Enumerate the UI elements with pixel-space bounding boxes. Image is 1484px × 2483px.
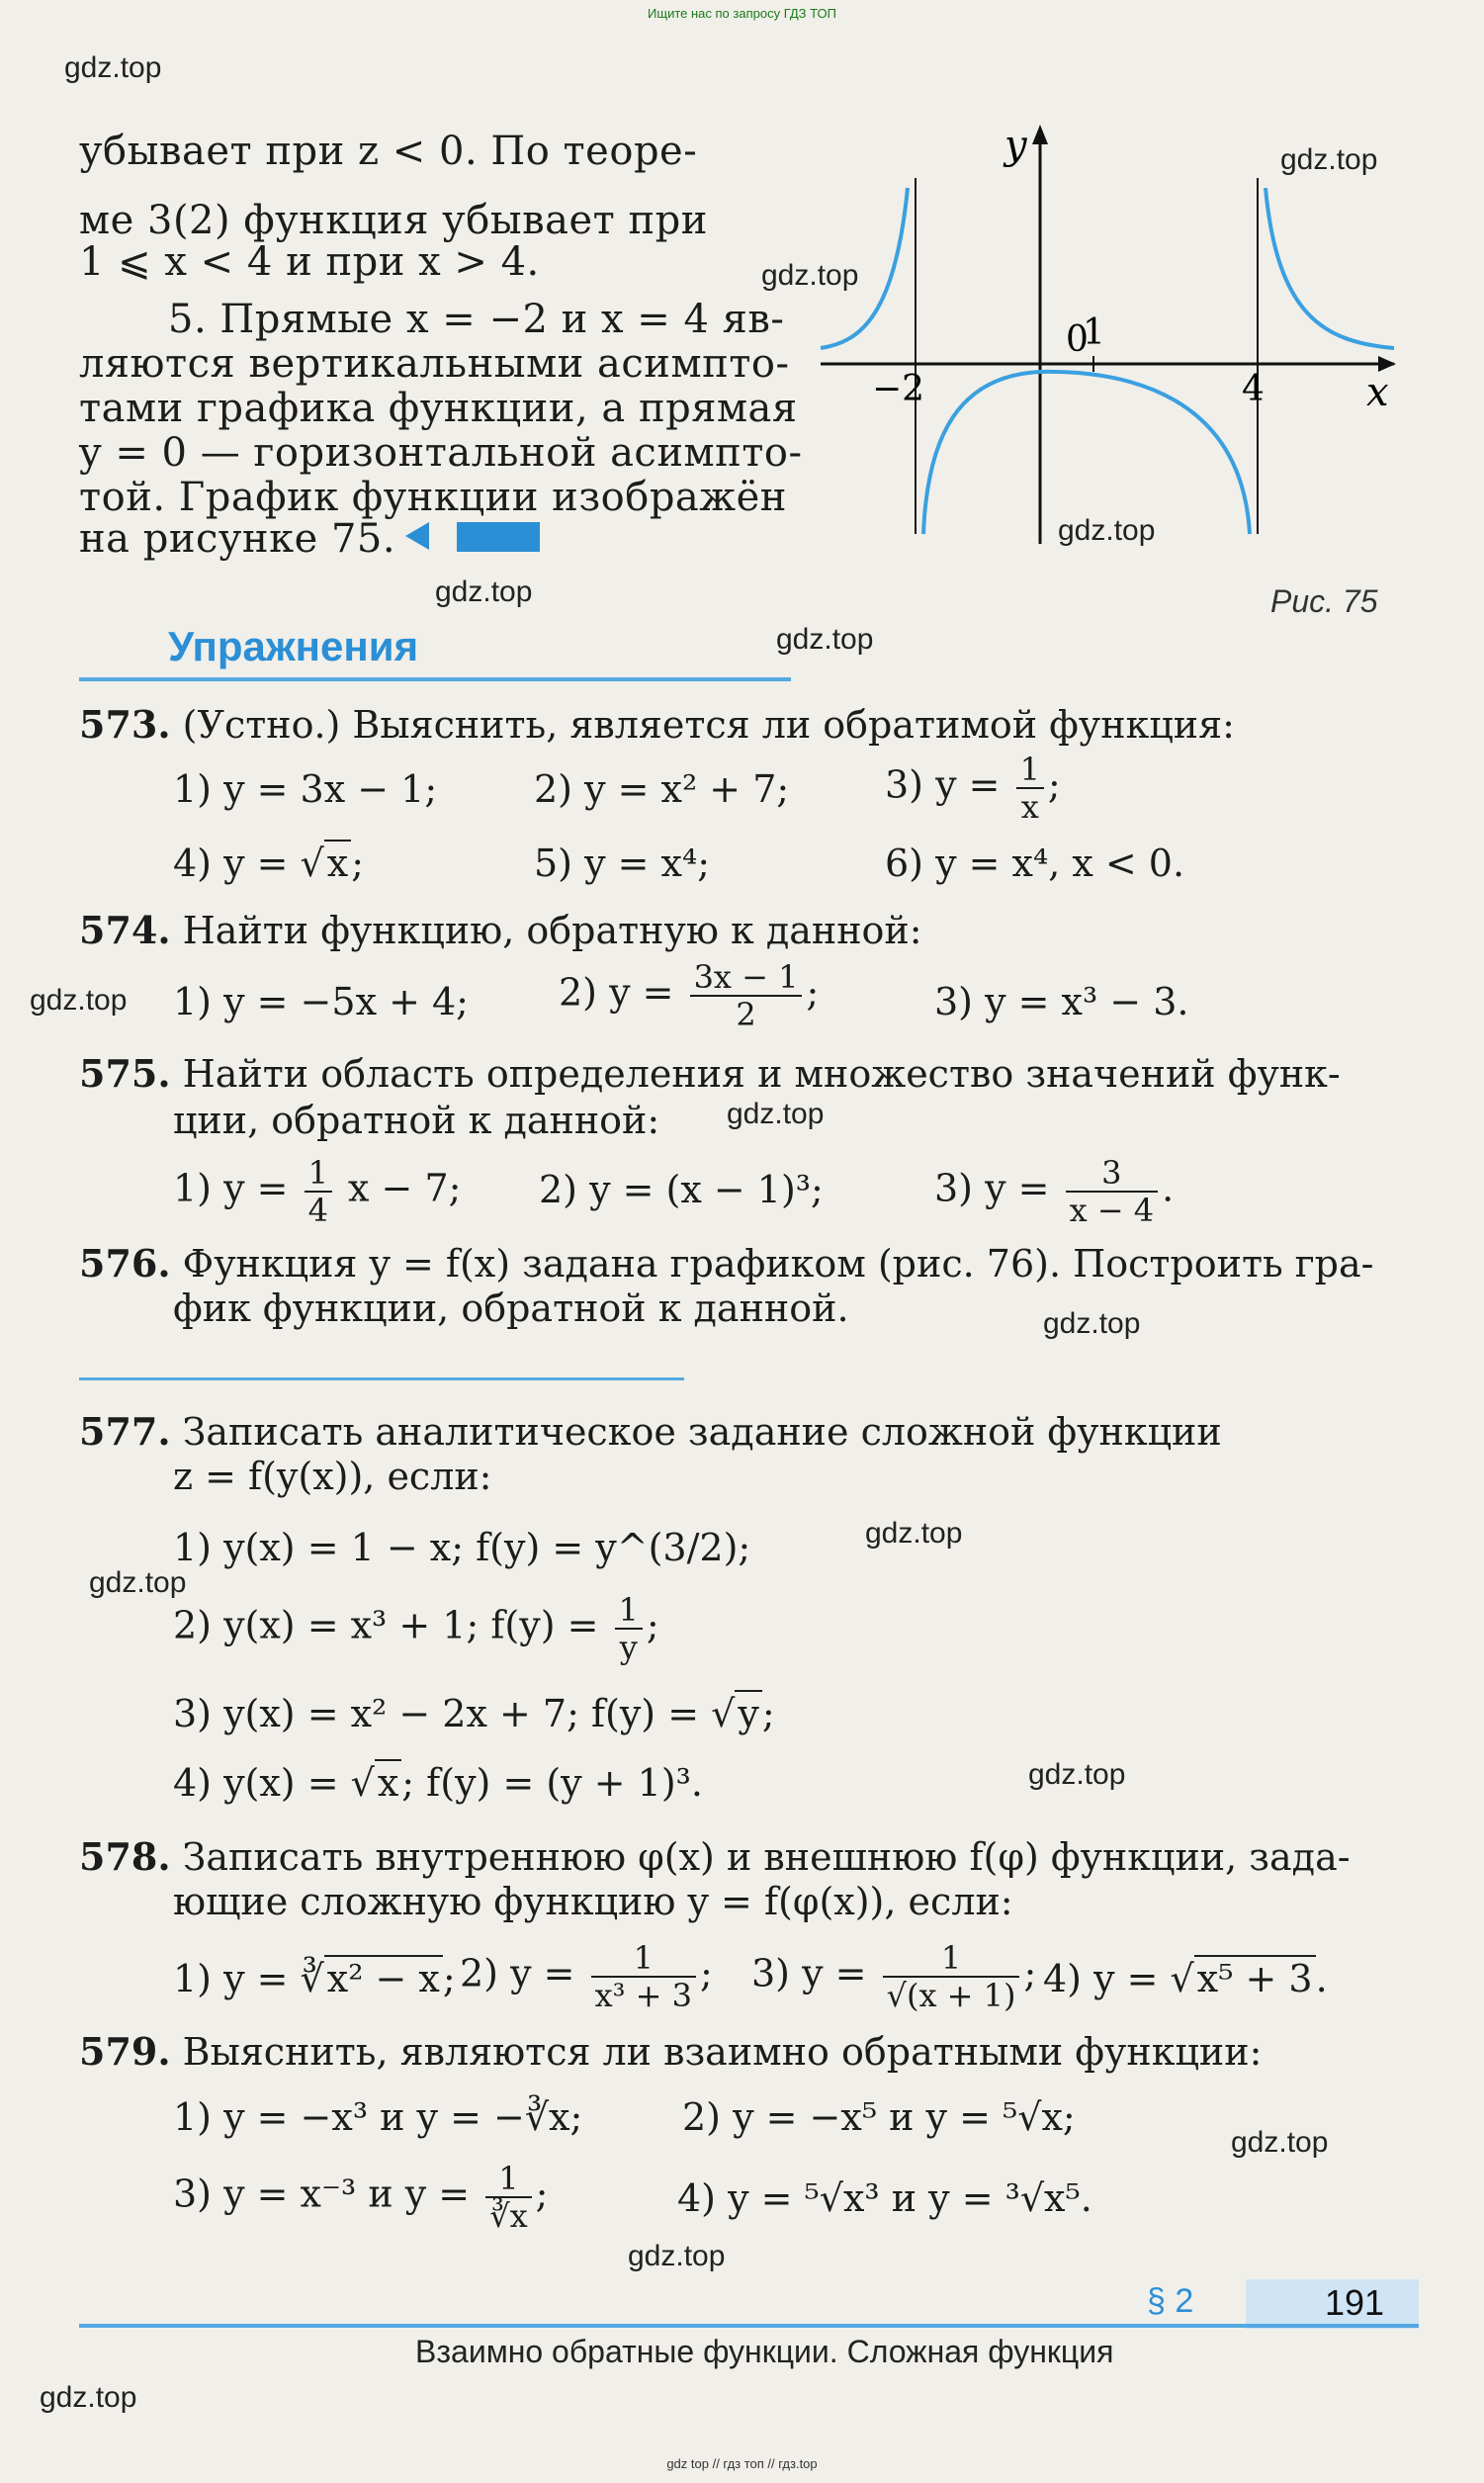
curve-middle-branch bbox=[923, 372, 1250, 534]
bottom-banner: gdz top // гдз топ // гдз.top bbox=[666, 2456, 818, 2471]
page-number: 191 bbox=[1325, 2282, 1385, 2323]
exercise-number: 579. bbox=[79, 2029, 171, 2074]
x-axis-label: x bbox=[1366, 370, 1389, 415]
intro-line: той. График функции изображён bbox=[79, 475, 787, 520]
item: 6) y = x⁴, x < 0. bbox=[885, 842, 1185, 885]
watermark: gdz.top bbox=[1058, 514, 1156, 547]
fraction: $\frac{3x - 1}{2}$ bbox=[690, 959, 803, 1032]
fraction: $\frac{1}{\text{x³ + 3}}$ bbox=[591, 1940, 696, 2013]
item-fraction: 3) y = x⁻³ и y = $\frac{1}{∛x}$ ; bbox=[173, 2160, 549, 2235]
item-fraction: 1) y = $\frac{1}{4}$ x − 7; bbox=[173, 1154, 462, 1229]
fraction: $\frac{1}{∛x}$ bbox=[485, 2161, 531, 2234]
tick-label-origin: 0 bbox=[1066, 319, 1089, 360]
item-fraction: 3) y = $\frac{3}{x - 4}$ . bbox=[934, 1154, 1175, 1229]
exercise-text: ющие сложную функцию y = f(φ(x)), если: bbox=[173, 1880, 1013, 1923]
item-fraction: 3) y = $\frac{1}{x}$ ; bbox=[885, 751, 1061, 826]
item: 2) y = −x⁵ и y = ⁵√x; bbox=[682, 2095, 1076, 2139]
watermark: gdz.top bbox=[40, 2381, 137, 2414]
intro-line: убывает при z < 0. По теоре- bbox=[79, 129, 698, 174]
exercise-text: ции, обратной к данной: bbox=[173, 1099, 660, 1142]
exercise-text: z = f(y(x)), если: bbox=[173, 1455, 492, 1498]
intro-line: на рисунке 75. bbox=[79, 516, 396, 562]
exercise-text: Функция y = f(x) задана графиком (рис. 76). Построить гра- bbox=[182, 1242, 1374, 1286]
curve-left-branch bbox=[821, 188, 908, 348]
watermark: gdz.top bbox=[1028, 1758, 1126, 1791]
exercise-number: 574. bbox=[79, 908, 171, 952]
intro-line: ляются вертикальными асимпто- bbox=[79, 341, 790, 387]
exercise-text: Выяснить, являются ли взаимно обратными функции: bbox=[182, 2030, 1263, 2074]
item: 4) y = ⁵√x³ и y = ³√x⁵. bbox=[677, 2176, 1092, 2220]
watermark: gdz.top bbox=[865, 1517, 963, 1550]
watermark: gdz.top bbox=[64, 51, 162, 84]
fraction: $\frac{1}{4}$ bbox=[305, 1155, 332, 1228]
figure-75-graph bbox=[811, 119, 1404, 554]
fraction: $\frac{1}{y}$ bbox=[615, 1592, 643, 1665]
intro-line: 1 ⩽ x < 4 и при x > 4. bbox=[79, 239, 540, 285]
watermark: gdz.top bbox=[727, 1098, 825, 1130]
exercise-text: Записать аналитическое задание сложной функции bbox=[182, 1410, 1222, 1454]
y-axis-arrow-icon bbox=[1032, 125, 1048, 144]
item-sqrt: 4) y = √x; bbox=[173, 842, 365, 885]
exercise-text: Записать внутреннюю φ(x) и внешнюю f(φ) функции, зада- bbox=[182, 1835, 1351, 1879]
watermark: gdz.top bbox=[1231, 2126, 1329, 2159]
item: 2) y = (x − 1)³; bbox=[539, 1168, 824, 1211]
fraction: $\frac{1}{√(x + 1)}$ bbox=[883, 1940, 1020, 2013]
intro-line: ме 3(2) функция убывает при bbox=[79, 198, 708, 243]
figure-caption: Рис. 75 bbox=[1270, 583, 1378, 619]
exercise-text: Найти область определения и множество значений функ- bbox=[182, 1052, 1341, 1096]
exercise-text: Найти функцию, обратную к данной: bbox=[182, 909, 922, 952]
item: 3) y = x³ − 3. bbox=[934, 980, 1189, 1023]
item: 1) y = 3x − 1; bbox=[173, 767, 438, 811]
fraction: $\frac{3}{x - 4}$ bbox=[1066, 1155, 1159, 1228]
watermark: gdz.top bbox=[1043, 1307, 1141, 1340]
item: 5) y = x⁴; bbox=[534, 842, 711, 885]
exercise-number: 578. bbox=[79, 1834, 171, 1879]
item: 1) y(x) = 1 − x; f(y) = y^(3/2); bbox=[173, 1526, 751, 1569]
divider-rule bbox=[79, 1377, 684, 1380]
exercise-number: 575. bbox=[79, 1051, 171, 1096]
intro-line: 5. Прямые x = −2 и x = 4 яв- bbox=[168, 297, 785, 342]
exercise-number: 573. bbox=[79, 702, 171, 747]
item-fraction: 2) y = $\frac{3x - 1}{2}$ ; bbox=[559, 958, 820, 1033]
watermark: gdz.top bbox=[761, 259, 859, 292]
item: 1) y = −x³ и y = −∛x; bbox=[173, 2095, 583, 2139]
item-fraction: 2) y = $\frac{1}{\text{x³ + 3}}$ ; bbox=[460, 1939, 713, 2014]
tick-label-4: 4 bbox=[1242, 369, 1265, 409]
curve-right-branch bbox=[1266, 188, 1394, 348]
item-fraction: 2) y(x) = x³ + 1; f(y) = $\frac{1}{y}$ ; bbox=[173, 1591, 659, 1666]
item-sqrt: 4) y(x) = √x; f(y) = (y + 1)³. bbox=[173, 1761, 703, 1805]
item-sqrt: 4) y = √x⁵ + 3. bbox=[1043, 1957, 1328, 2000]
watermark: gdz.top bbox=[628, 2240, 726, 2272]
watermark: gdz.top bbox=[30, 984, 128, 1017]
item: 1) y = −5x + 4; bbox=[173, 980, 469, 1023]
watermark: gdz.top bbox=[776, 623, 874, 656]
watermark: gdz.top bbox=[435, 576, 533, 608]
exercise-text: фик функции, обратной к данной. bbox=[173, 1286, 849, 1330]
item: 2) y = x² + 7; bbox=[534, 767, 790, 811]
exercise-number: 576. bbox=[79, 1241, 171, 1286]
item-sqrt: 3) y(x) = x² − 2x + 7; f(y) = √y; bbox=[173, 1692, 775, 1735]
back-arrow-icon[interactable] bbox=[405, 522, 429, 550]
section-mark: § 2 bbox=[1147, 2282, 1194, 2320]
fraction: $\frac{1}{x}$ bbox=[1016, 752, 1044, 825]
footer-rule bbox=[79, 2324, 1419, 2328]
section-heading: Упражнения bbox=[168, 623, 419, 669]
item-fraction: 3) y = $\frac{1}{√(x + 1)}$ ; bbox=[751, 1939, 1037, 2014]
watermark: gdz.top bbox=[1280, 143, 1378, 176]
intro-line: y = 0 — горизонтальной асимпто- bbox=[79, 430, 803, 476]
y-axis-label: y bbox=[1004, 123, 1027, 168]
watermark: gdz.top bbox=[89, 1566, 187, 1599]
envelope-icon[interactable] bbox=[457, 522, 540, 552]
item-root: 1) y = ∛x² − x; bbox=[173, 1957, 456, 2000]
intro-line: тами графика функции, а прямая bbox=[79, 386, 798, 431]
footer-title: Взаимно обратные функции. Сложная функция bbox=[415, 2334, 1114, 2369]
tick-label-1: 1 bbox=[1083, 312, 1105, 353]
top-banner: Ищите нас по запросу ГДЗ ТОП bbox=[648, 6, 836, 21]
heading-rule bbox=[79, 677, 791, 681]
exercise-text: (Устно.) Выяснить, является ли обратимой функция: bbox=[182, 703, 1235, 747]
exercise-number: 577. bbox=[79, 1409, 171, 1454]
tick-label-minus-2: −2 bbox=[872, 369, 925, 409]
